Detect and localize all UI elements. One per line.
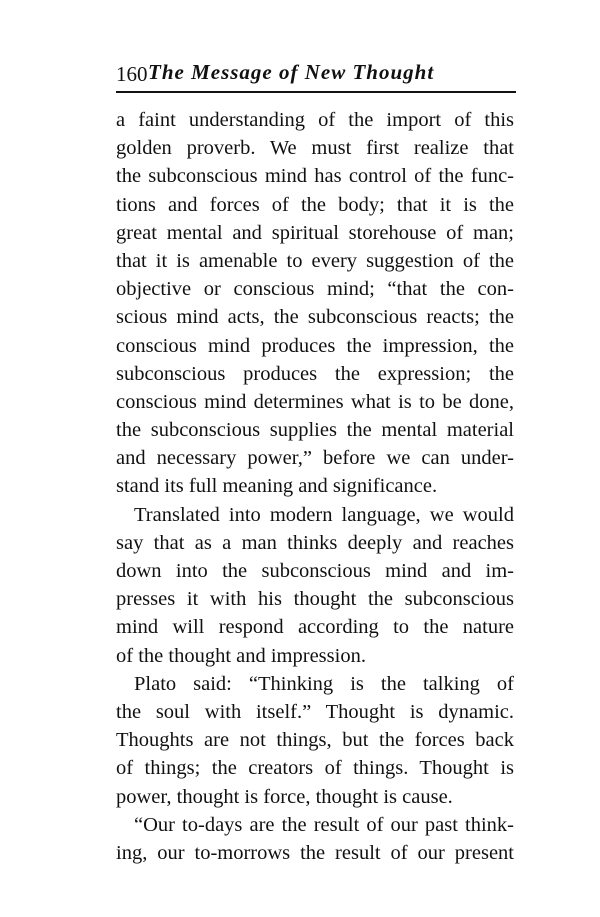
text-line: down into the subconscious mind and im-	[116, 560, 514, 582]
text-line: of things; the creators of things. Thought is	[116, 757, 514, 780]
page-body	[116, 106, 514, 867]
text-line: scious mind acts, the subconscious reacts; the	[116, 306, 514, 329]
text-line: subconscious produces the expression; the	[116, 362, 514, 385]
text-line: power, thought is force, thought is cause.	[116, 785, 453, 808]
text-line: stand its full meaning and significance.	[116, 475, 438, 498]
text-line: mind will respond according to the nature	[116, 616, 514, 639]
text-line: the subconscious mind has control of the func-	[116, 165, 514, 188]
text-line: Plato said: “Thinking is the talking of	[134, 672, 514, 695]
text-line: and necessary power,” before we can under-	[116, 447, 514, 470]
text-line: golden proverb. We must first realize that	[116, 137, 514, 160]
text-line: the soul with itself.” Thought is dynamic.	[116, 700, 514, 723]
text-line: that it is amenable to every suggestion of the	[116, 249, 514, 272]
text-line: conscious mind determines what is to be done,	[116, 390, 514, 413]
header-rule	[116, 91, 516, 93]
page-number: 160	[116, 62, 148, 86]
text-line: conscious mind produces the impression, the	[116, 334, 514, 357]
text-line: ing, our to-morrows the result of our present	[116, 841, 514, 864]
text-line: say that as a man thinks deeply and reaches	[116, 531, 514, 554]
text-line: presses it with his thought the subconscious	[116, 588, 514, 611]
text-line: Translated into modern language, we would	[134, 503, 514, 526]
text-line: great mental and spiritual storehouse of man;	[116, 221, 514, 244]
text-line: objective or conscious mind; “that the con-	[116, 278, 514, 301]
text-line: the subconscious supplies the mental material	[116, 419, 514, 442]
text-line: tions and forces of the body; that it is the	[116, 193, 514, 216]
running-title: The Message of New Thought	[148, 60, 435, 84]
text-line: a faint understanding of the import of this	[116, 109, 514, 131]
text-line: “Our to-days are the result of our past think-	[134, 813, 514, 836]
text-line: Thoughts are not things, but the forces back	[116, 729, 514, 752]
text-line: of the thought and impression.	[116, 644, 366, 667]
running-header	[116, 60, 514, 90]
